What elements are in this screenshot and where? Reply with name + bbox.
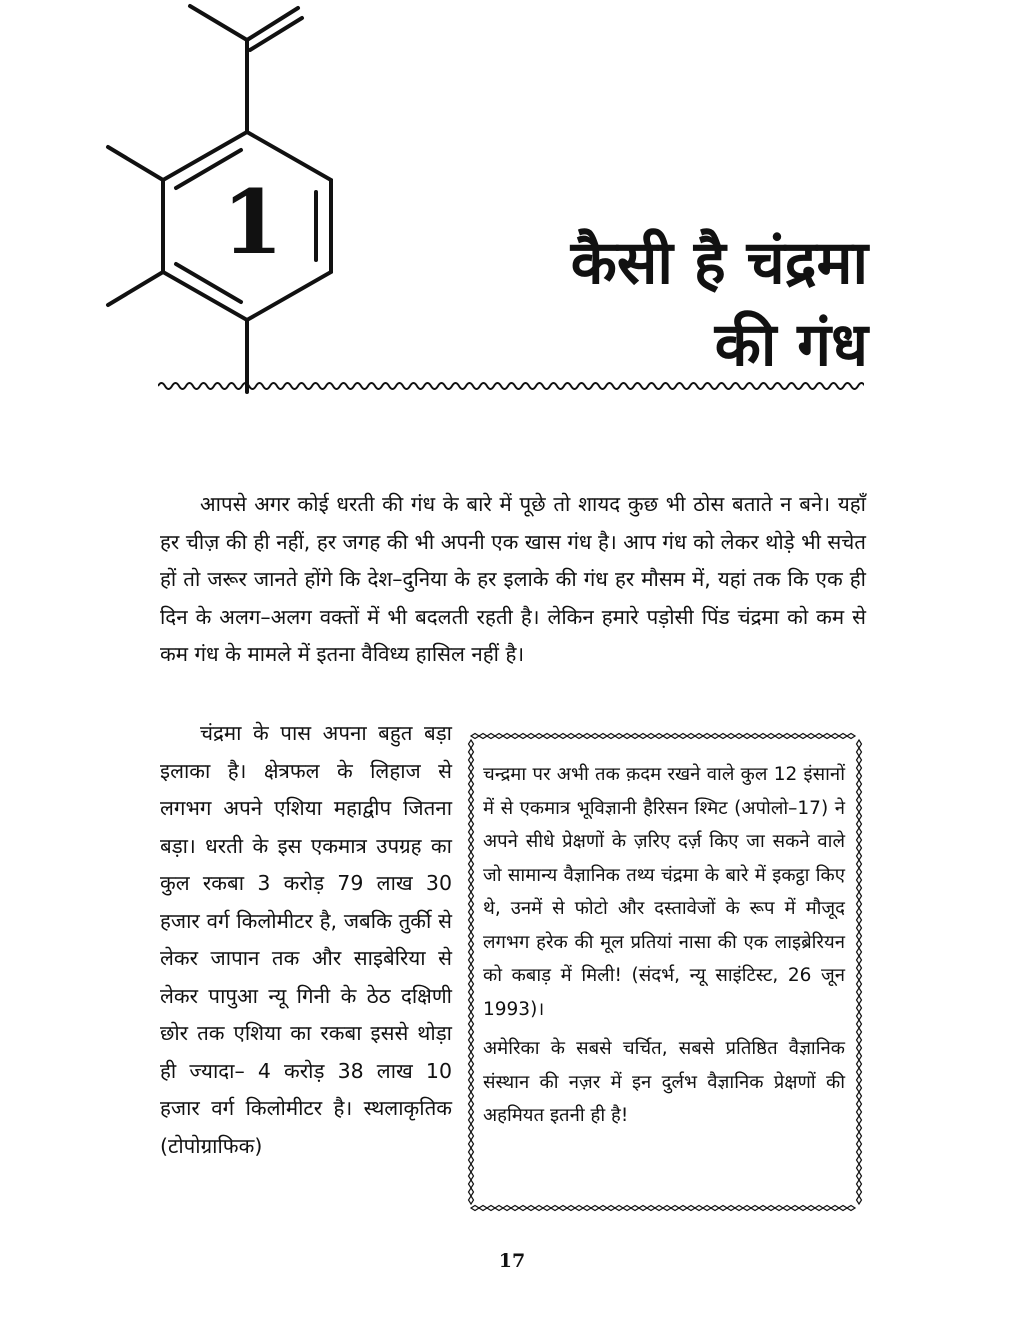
border-diamond [857, 748, 862, 756]
border-diamond [857, 780, 862, 788]
border-diamond [743, 1206, 751, 1211]
border-diamond [469, 1156, 474, 1164]
border-diamond [479, 734, 487, 739]
border-diamond [857, 756, 862, 764]
border-diamond [857, 788, 862, 796]
border-diamond [469, 1020, 474, 1028]
border-diamond [479, 1206, 487, 1211]
border-diamond [767, 1206, 775, 1211]
border-diamond [469, 1036, 474, 1044]
border-diamond [471, 1206, 479, 1211]
border-diamond [469, 1108, 474, 1116]
border-diamond [469, 964, 474, 972]
border-diamond [599, 1206, 607, 1211]
border-diamond [469, 780, 474, 788]
border-diamond [751, 734, 759, 739]
border-diamond [631, 1206, 639, 1211]
border-diamond [857, 1148, 862, 1156]
border-diamond [647, 734, 655, 739]
border-diamond [799, 1206, 807, 1211]
border-diamond [857, 796, 862, 804]
border-diamond [857, 772, 862, 780]
border-diamond [857, 852, 862, 860]
border-diamond [839, 1206, 847, 1211]
border-diamond [471, 734, 479, 739]
border-diamond [469, 1148, 474, 1156]
border-diamond [623, 734, 631, 739]
border-diamond [751, 1206, 759, 1211]
border-diamond [469, 812, 474, 820]
border-diamond [469, 1076, 474, 1084]
border-diamond [469, 1028, 474, 1036]
border-diamond [857, 804, 862, 812]
border-diamond [551, 1206, 559, 1211]
border-diamond [823, 734, 831, 739]
border-diamond [469, 860, 474, 868]
border-diamond [735, 734, 743, 739]
border-diamond [469, 1092, 474, 1100]
sidebar-text [483, 758, 845, 1139]
border-diamond [519, 1206, 527, 1211]
border-diamond [857, 932, 862, 940]
border-diamond [857, 996, 862, 1004]
border-diamond [857, 924, 862, 932]
border-diamond [679, 734, 687, 739]
border-diamond [799, 734, 807, 739]
border-diamond [469, 1188, 474, 1196]
border-diamond [857, 980, 862, 988]
molecule-ring-graphic [0, 0, 340, 400]
border-diamond [527, 734, 535, 739]
border-diamond [575, 1206, 583, 1211]
border-diamond [591, 1206, 599, 1211]
border-diamond [807, 734, 815, 739]
border-diamond [703, 734, 711, 739]
wavy-divider [158, 376, 864, 396]
border-diamond [711, 734, 719, 739]
intro-paragraph: आपसे अगर कोई धरती की गंध के बारे में पूछे तो शायद कुछ भी ठोस बताते न बने। यहाँ हर चीज़ की ही नहीं, हर जगह की भी अपनी एक खास गंध है। आप गंध को लेकर थोड़े भी सचेत हों तो जरूर जानते होंगे कि देश–दुनिया के हर इलाके की गंध हर मौसम में, यहां तक कि एक ही दिन के अलग–अलग वक्तों में भी बदलती रहती है। लेकिन हमारे पड़ोसी पिंड चंद्रमा को कम से कम गंध के मामले में इतना वैविध्य हासिल नहीं है। [160, 492, 866, 666]
border-diamond [857, 1076, 862, 1084]
border-diamond [639, 734, 647, 739]
border-diamond [469, 748, 474, 756]
border-diamond [607, 1206, 615, 1211]
border-diamond [543, 734, 551, 739]
border-diamond [735, 1206, 743, 1211]
border-diamond [687, 1206, 695, 1211]
border-diamond [469, 740, 474, 748]
border-diamond [775, 1206, 783, 1211]
border-diamond [857, 1044, 862, 1052]
border-diamond [469, 1140, 474, 1148]
border-diamond [469, 1180, 474, 1188]
border-diamond [535, 734, 543, 739]
border-diamond [469, 1060, 474, 1068]
border-diamond [469, 1100, 474, 1108]
border-diamond [815, 734, 823, 739]
border-diamond [469, 1084, 474, 1092]
border-diamond [469, 932, 474, 940]
border-diamond [679, 1206, 687, 1211]
border-diamond [469, 908, 474, 916]
border-diamond [615, 734, 623, 739]
border-diamond [469, 900, 474, 908]
border-diamond [727, 1206, 735, 1211]
border-diamond [857, 1028, 862, 1036]
border-diamond [469, 868, 474, 876]
border-diamond [543, 1206, 551, 1211]
border-diamond [469, 940, 474, 948]
border-diamond [535, 1206, 543, 1211]
border-diamond [469, 1044, 474, 1052]
border-diamond [857, 1164, 862, 1172]
border-diamond [469, 820, 474, 828]
border-diamond [791, 1206, 799, 1211]
border-diamond [759, 734, 767, 739]
border-diamond [767, 734, 775, 739]
border-diamond [567, 1206, 575, 1211]
border-diamond [857, 884, 862, 892]
border-diamond [857, 908, 862, 916]
border-diamond [857, 1084, 862, 1092]
border-diamond [469, 1172, 474, 1180]
border-diamond [519, 734, 527, 739]
border-diamond [823, 1206, 831, 1211]
border-diamond [469, 1196, 474, 1204]
border-diamond [469, 1052, 474, 1060]
border-diamond [469, 756, 474, 764]
border-diamond [727, 734, 735, 739]
border-diamond [469, 988, 474, 996]
border-diamond [807, 1206, 815, 1211]
left-column-paragraph: चंद्रमा के पास अपना बहुत बड़ा इलाका है। क्षेत्रफल के लिहाज से लगभग अपने एशिया महाद्वीप जितना बड़ा। धरती के इस एकमात्र उपग्रह का कुल रकबा 3 करोड़ 79 लाख 30 हजार वर्ग किलोमीटर है, जबकि तुर्की से लेकर जापान तक और साइबेरिया से लेकर पापुआ न्यू गिनी के ठेठ दक्षिणी छोर तक एशिया का रकबा इससे थोड़ा ही ज्यादा– 4 करोड़ 38 लाख 10 हजार वर्ग किलोमीटर है। स्थलाकृतिक (टोपोग्राफिक) [160, 721, 452, 1158]
border-diamond [857, 820, 862, 828]
border-diamond [857, 1124, 862, 1132]
border-diamond [469, 828, 474, 836]
border-diamond [469, 980, 474, 988]
border-diamond [655, 734, 663, 739]
border-diamond [857, 860, 862, 868]
border-diamond [857, 868, 862, 876]
border-diamond [719, 1206, 727, 1211]
border-diamond [857, 1132, 862, 1140]
border-diamond [527, 1206, 535, 1211]
border-diamond [631, 734, 639, 739]
border-diamond [567, 734, 575, 739]
border-diamond [469, 836, 474, 844]
border-diamond [857, 812, 862, 820]
border-diamond [671, 734, 679, 739]
border-diamond [469, 764, 474, 772]
border-diamond [511, 734, 519, 739]
border-diamond [469, 1124, 474, 1132]
chapter-number: 1 [222, 170, 284, 274]
border-diamond [599, 734, 607, 739]
border-diamond [469, 948, 474, 956]
border-diamond [847, 734, 855, 739]
border-diamond [469, 1132, 474, 1140]
border-diamond [857, 964, 862, 972]
border-diamond [469, 972, 474, 980]
border-diamond [857, 876, 862, 884]
border-diamond [857, 764, 862, 772]
border-diamond [857, 948, 862, 956]
border-diamond [511, 1206, 519, 1211]
border-diamond [857, 1004, 862, 1012]
border-diamond [575, 734, 583, 739]
border-diamond [469, 924, 474, 932]
border-diamond [857, 1060, 862, 1068]
border-diamond [857, 1036, 862, 1044]
border-diamond [503, 734, 511, 739]
border-diamond [857, 988, 862, 996]
border-diamond [857, 1156, 862, 1164]
border-diamond [487, 1206, 495, 1211]
border-diamond [591, 734, 599, 739]
border-diamond [469, 956, 474, 964]
border-diamond [655, 1206, 663, 1211]
border-diamond [857, 836, 862, 844]
border-diamond [759, 1206, 767, 1211]
border-diamond [857, 940, 862, 948]
border-diamond [469, 1012, 474, 1020]
border-diamond [469, 996, 474, 1004]
chapter-title-line-2: की गंध [714, 310, 868, 380]
border-diamond [469, 1116, 474, 1124]
border-diamond [857, 1100, 862, 1108]
border-diamond [831, 734, 839, 739]
border-diamond [615, 1206, 623, 1211]
sidebar-box [467, 732, 863, 1212]
border-diamond [469, 1068, 474, 1076]
chapter-title [571, 222, 868, 386]
border-diamond [775, 734, 783, 739]
border-diamond [857, 1012, 862, 1020]
border-diamond [857, 1116, 862, 1124]
border-diamond [857, 956, 862, 964]
border-diamond [857, 1068, 862, 1076]
border-diamond [495, 734, 503, 739]
border-diamond [857, 892, 862, 900]
border-diamond [469, 892, 474, 900]
border-diamond [857, 844, 862, 852]
border-diamond [469, 916, 474, 924]
border-diamond [839, 734, 847, 739]
border-diamond [695, 1206, 703, 1211]
border-diamond [857, 740, 862, 748]
border-diamond [639, 1206, 647, 1211]
border-diamond [559, 734, 567, 739]
sidebar-paragraph-2: अमेरिका के सबसे चर्चित, सबसे प्रतिष्ठित वैज्ञानिक संस्थान की नज़र में इन दुर्लभ वैज्ञानिक प्रेक्षणों की अहमियत इतनी ही है! [483, 1038, 845, 1126]
border-diamond [711, 1206, 719, 1211]
border-diamond [857, 1092, 862, 1100]
border-diamond [857, 972, 862, 980]
border-diamond [687, 734, 695, 739]
border-diamond [551, 734, 559, 739]
border-diamond [469, 1164, 474, 1172]
border-diamond [857, 1052, 862, 1060]
border-diamond [607, 734, 615, 739]
border-diamond [623, 1206, 631, 1211]
border-diamond [847, 1206, 855, 1211]
border-diamond [559, 1206, 567, 1211]
border-diamond [695, 734, 703, 739]
border-diamond [857, 1172, 862, 1180]
border-diamond [831, 1206, 839, 1211]
border-diamond [469, 772, 474, 780]
border-diamond [469, 804, 474, 812]
border-diamond [469, 844, 474, 852]
border-diamond [857, 828, 862, 836]
border-diamond [469, 788, 474, 796]
page-number: 17 [498, 1250, 526, 1272]
border-diamond [857, 1180, 862, 1188]
border-diamond [719, 734, 727, 739]
border-diamond [663, 734, 671, 739]
border-diamond [815, 1206, 823, 1211]
border-diamond [791, 734, 799, 739]
border-diamond [503, 1206, 511, 1211]
border-diamond [469, 1004, 474, 1012]
border-diamond [857, 1020, 862, 1028]
border-diamond [647, 1206, 655, 1211]
border-diamond [783, 1206, 791, 1211]
border-diamond [857, 1188, 862, 1196]
border-diamond [469, 876, 474, 884]
border-diamond [783, 734, 791, 739]
border-diamond [469, 884, 474, 892]
border-diamond [671, 1206, 679, 1211]
border-diamond [857, 1108, 862, 1116]
border-diamond [583, 1206, 591, 1211]
border-diamond [487, 734, 495, 739]
border-diamond [469, 796, 474, 804]
border-diamond [495, 1206, 503, 1211]
border-diamond [583, 734, 591, 739]
border-diamond [857, 916, 862, 924]
border-diamond [857, 900, 862, 908]
chapter-title-line-1: कैसी है चंद्रमा [570, 228, 868, 298]
border-diamond [857, 1140, 862, 1148]
border-diamond [703, 1206, 711, 1211]
border-diamond [469, 852, 474, 860]
border-diamond [743, 734, 751, 739]
sidebar-paragraph-1: चन्द्रमा पर अभी तक क़दम रखने वाले कुल 12 इंसानों में से एकमात्र भूविज्ञानी हैरिसन श्मिट (अपोलो–17) ने अपने सीधे प्रेक्षणों के ज़रिए दर्ज़ किए जा सकने वाले जो सामान्य वैज्ञानिक तथ्य चंद्रमा के बारे में इकट्ठा किए थे, उनमें से फोटो और दस्तावेजों के रूप में मौजूद लगभग हरेक की मूल प्रतियां नासा की एक लाइब्रेरियन को कबाड़ में मिली! (संदर्भ, न्यू साइंटिस्ट, 26 जून 1993)। [483, 764, 845, 1020]
border-diamond [857, 1196, 862, 1204]
border-diamond [663, 1206, 671, 1211]
